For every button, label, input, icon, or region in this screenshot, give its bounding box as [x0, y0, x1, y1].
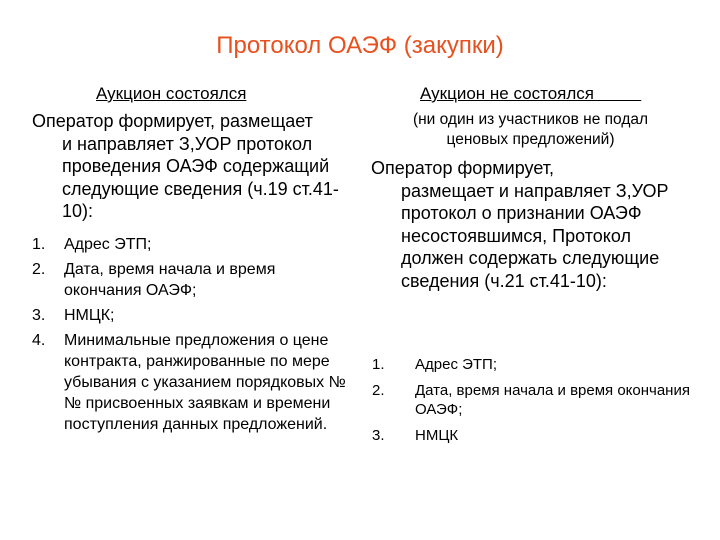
list-item-text: Адрес ЭТП; — [415, 356, 498, 373]
list-item-number: 1. — [32, 236, 46, 253]
list-item-text: НМЦК — [415, 427, 459, 444]
right-intro-first-line: Оператор формирует, — [371, 158, 554, 178]
list-item-text: Минимальные предложения о цене контракта, ранжированные по мере убывания с указанием порядковых №№ присвоенных заявкам и времени поступления данных предложений. — [64, 332, 346, 433]
right-intro — [371, 157, 691, 292]
list-item — [372, 426, 692, 445]
list-item-number: 2. — [372, 382, 385, 399]
page-title: Протокол ОАЭФ (закупки) — [216, 32, 504, 59]
list-item — [32, 330, 352, 435]
list-item-number: 2. — [32, 261, 46, 278]
list-item-number: 3. — [372, 427, 385, 444]
right-list — [372, 355, 692, 452]
list-item-number: 4. — [32, 332, 46, 349]
left-list — [32, 234, 352, 439]
list-item-text: Дата, время начала и время окончания ОАЭФ; — [415, 382, 690, 418]
list-item — [372, 381, 692, 419]
list-item-number: 3. — [32, 307, 46, 324]
right-note: (ни один из участников не подал ценовых предложений) — [412, 111, 649, 148]
list-item-text: Дата, время начала и время окончания ОАЭФ; — [64, 261, 276, 299]
right-heading — [420, 84, 641, 104]
left-heading: Аукцион состоялся — [96, 84, 247, 103]
list-item — [32, 259, 352, 301]
list-item — [32, 234, 352, 255]
list-item-number: 1. — [372, 356, 385, 373]
list-item-text: НМЦК; — [64, 307, 115, 324]
list-item-text: Адрес ЭТП; — [64, 236, 152, 253]
list-item — [372, 355, 692, 374]
left-intro-first-line: Оператор формирует, размещает — [32, 111, 313, 131]
left-intro — [32, 110, 352, 223]
right-intro-rest: размещает и направляет З,УОР протокол о признании ОАЭФ несостоявшимся, Протокол должен содержать следующие сведения (ч.21 ст.41-10): — [401, 180, 669, 291]
right-heading-text: Аукцион не состоялся — [420, 84, 642, 103]
left-intro-rest: и направляет З,УОР протокол проведения ОАЭФ содержащий следующие сведения (ч.19 ст.41-10): — [62, 133, 339, 221]
list-item — [32, 305, 352, 326]
